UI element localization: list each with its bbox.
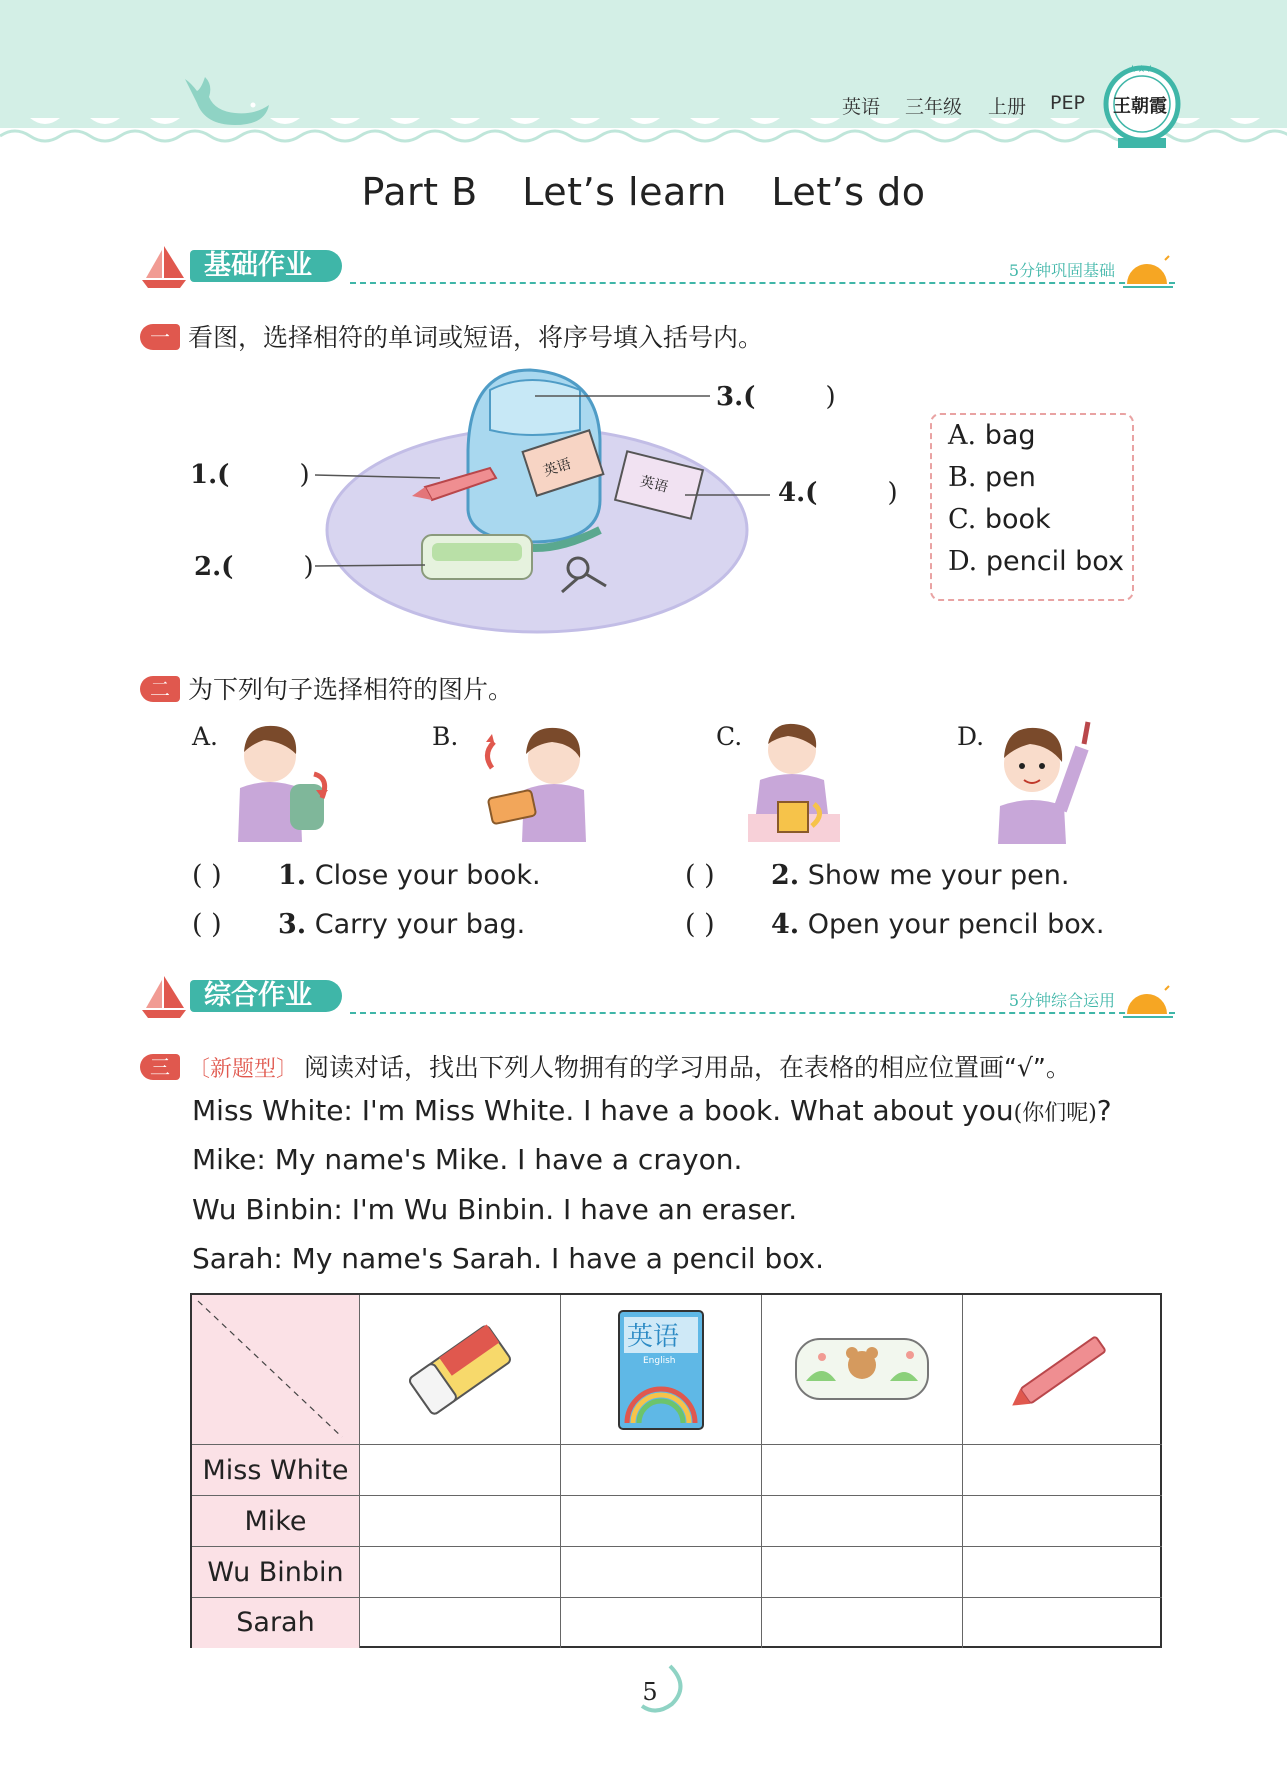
q2-picture-c-close-book[interactable] — [744, 718, 844, 844]
answer-cell-mike-book[interactable] — [561, 1496, 762, 1547]
section-basic-divider — [350, 282, 1175, 284]
title-learn: Let’s learn — [522, 170, 727, 214]
q1-blank-4[interactable] — [778, 478, 898, 508]
q1-blank-2-label: 2.( — [194, 552, 234, 582]
section-comprehensive-label: 综合作业 — [190, 980, 342, 1012]
q1-option-c — [932, 499, 1132, 541]
dialogue-line-wu-binbin: Wu Binbin: I'm Wu Binbin. I have an eraser. — [192, 1193, 798, 1226]
q3-number-badge: 三 — [140, 1054, 180, 1080]
q1-option-d — [932, 541, 1132, 583]
q1-number-badge: 一 — [140, 324, 180, 350]
sailboat-icon — [140, 244, 188, 290]
answer-cell-mike-eraser[interactable] — [360, 1496, 561, 1547]
book-cover-title: 英语 — [627, 1322, 680, 1352]
q2-sentence-2-answer-blank[interactable]: ( ) — [685, 860, 715, 891]
q1-option-a — [932, 415, 1132, 457]
q1-blank-3[interactable] — [716, 382, 836, 412]
q1-option-b-letter: B. — [948, 462, 977, 493]
answer-cell-miss-white-eraser[interactable] — [360, 1445, 561, 1496]
q2-picture-c-label: C. — [716, 722, 743, 751]
q1-blank-1[interactable] — [190, 460, 310, 490]
table-header-pencil-box — [762, 1295, 963, 1445]
q3-new-type-tag: 〔新题型〕 — [188, 1057, 299, 1082]
dialogue-line-miss-white — [192, 1094, 1112, 1127]
q1-option-b-text: pen — [985, 462, 1036, 493]
q1-heading — [140, 318, 763, 354]
q1-options-box — [930, 413, 1134, 601]
answer-cell-miss-white-crayon[interactable] — [963, 1445, 1162, 1496]
q2-sentence-3 — [192, 909, 525, 940]
q2-sentence-3-text: Carry your bag. — [314, 909, 526, 940]
crayon-icon — [963, 1295, 1162, 1445]
q2-sentence-4-text: Open your pencil box. — [807, 909, 1105, 940]
table-row-label-miss-white: Miss White — [192, 1445, 360, 1496]
whale-icon — [175, 75, 275, 135]
q1-blank-4-label: 4.( — [778, 478, 818, 508]
q2-picture-d-show-pen[interactable] — [984, 714, 1104, 844]
q1-instruction: 看图，选择相符的单词或短语，将序号填入括号内。 — [188, 323, 764, 352]
svg-text:★★★: ★★★ — [1128, 64, 1155, 75]
q1-option-a-text: bag — [984, 420, 1036, 451]
q2-picture-a-label: A. — [192, 722, 219, 751]
answer-cell-wu-binbin-crayon[interactable] — [963, 1547, 1162, 1598]
brand-logo — [1100, 60, 1184, 152]
answer-cell-mike-crayon[interactable] — [963, 1496, 1162, 1547]
q2-sentence-2 — [685, 860, 1069, 891]
q3-heading — [140, 1048, 1071, 1084]
q2-sentence-4 — [685, 909, 1104, 940]
q1-blank-2[interactable] — [194, 552, 314, 582]
q2-sentence-1-number: 1. — [278, 860, 307, 891]
q2-heading — [140, 670, 513, 706]
header-subject: 英语 — [842, 96, 881, 118]
q1-option-a-letter: A. — [948, 420, 977, 451]
q2-instruction: 为下列句子选择相符的图片。 — [188, 675, 514, 704]
svg-text:英语: 英语 — [541, 456, 574, 480]
page-title — [0, 170, 1287, 214]
section-basic-label: 基础作业 — [190, 250, 342, 282]
q2-sentence-4-number: 4. — [771, 909, 800, 940]
q2-sentence-1-answer-blank[interactable]: ( ) — [192, 860, 222, 891]
q1-blank-2-close: ) — [303, 552, 314, 582]
section-comprehensive-divider — [350, 1012, 1175, 1014]
header-volume: 上册 — [988, 96, 1027, 118]
answer-cell-wu-binbin-pencil-box[interactable] — [762, 1547, 963, 1598]
dialogue-line-sarah: Sarah: My name's Sarah. I have a pencil box. — [192, 1242, 824, 1275]
q1-option-d-letter: D. — [948, 546, 978, 577]
q2-picture-d-label: D. — [957, 722, 985, 751]
sunset-icon — [1121, 982, 1175, 1022]
q1-blank-4-close: ) — [887, 478, 898, 508]
title-do: Let’s do — [771, 170, 926, 214]
section-comprehensive-banner — [140, 974, 1175, 1022]
q1-blank-3-label: 3.( — [716, 382, 756, 412]
answer-cell-sarah-book[interactable] — [561, 1598, 762, 1648]
book-cover-subtitle: English — [643, 1356, 676, 1366]
q3-instruction: 阅读对话，找出下列人物拥有的学习用品，在表格的相应位置画“√”。 — [304, 1053, 1071, 1082]
q2-sentence-4-answer-blank[interactable]: ( ) — [685, 909, 715, 940]
title-part: Part B — [361, 170, 478, 214]
table-header-crayon — [963, 1295, 1162, 1445]
q1-blank-1-close: ) — [299, 460, 310, 490]
english-book-icon — [561, 1295, 762, 1445]
q1-option-c-text: book — [984, 504, 1051, 535]
q2-sentence-3-number: 3. — [278, 909, 307, 940]
answer-cell-wu-binbin-eraser[interactable] — [360, 1547, 561, 1598]
q1-blank-3-close: ) — [825, 382, 836, 412]
table-row-label-wu-binbin: Wu Binbin — [192, 1547, 360, 1598]
answer-cell-miss-white-book[interactable] — [561, 1445, 762, 1496]
schoolbag-scene-illustration — [300, 360, 770, 640]
answer-cell-mike-pencil-box[interactable] — [762, 1496, 963, 1547]
q2-sentence-2-text: Show me your pen. — [807, 860, 1070, 891]
pencil-box-icon — [762, 1295, 963, 1445]
section-basic-hint: 5分钟巩固基础 — [1008, 261, 1115, 280]
q1-option-c-letter: C. — [948, 504, 977, 535]
table-row-label-sarah: Sarah — [192, 1598, 360, 1648]
sailboat-icon — [140, 974, 188, 1020]
svg-text:英语: 英语 — [638, 473, 670, 496]
sunset-icon — [1121, 252, 1175, 292]
page-number: 5 — [642, 1678, 658, 1706]
answer-cell-sarah-crayon[interactable] — [963, 1598, 1162, 1648]
table-header-book — [561, 1295, 762, 1445]
answer-cell-wu-binbin-book[interactable] — [561, 1547, 762, 1598]
q2-sentence-3-answer-blank[interactable]: ( ) — [192, 909, 222, 940]
header-grade: 三年级 — [905, 96, 963, 118]
page-header — [0, 0, 1287, 155]
q1-option-b — [932, 457, 1132, 499]
dialogue-line-mike: Mike: My name's Mike. I have a crayon. — [192, 1143, 743, 1176]
table-row-label-mike: Mike — [192, 1496, 360, 1547]
supplies-table — [190, 1293, 1162, 1648]
q1-blank-1-label: 1.( — [190, 460, 230, 490]
logo-text: 王朝霞 — [1113, 96, 1167, 117]
table-header-eraser — [360, 1295, 561, 1445]
section-comprehensive-hint: 5分钟综合运用 — [1008, 991, 1115, 1010]
q2-picture-b-label: B. — [432, 722, 459, 751]
answer-cell-miss-white-pencil-box[interactable] — [762, 1445, 963, 1496]
dialogue-line-miss-white-end: ? — [1096, 1094, 1112, 1127]
table-diagonal-line — [192, 1295, 360, 1445]
q2-number-badge: 二 — [140, 676, 180, 702]
q2-sentence-1 — [192, 860, 541, 891]
header-edition: PEP — [1050, 92, 1085, 114]
q2-sentence-2-number: 2. — [771, 860, 800, 891]
q2-picture-a-carry-bag[interactable] — [222, 718, 342, 844]
q1-option-d-text: pencil box — [985, 546, 1124, 577]
q2-picture-b-open-pencil-box[interactable] — [468, 718, 600, 844]
table-corner-cell — [192, 1295, 360, 1445]
dialogue-line-miss-white-note: (你们呢) — [1013, 1101, 1097, 1126]
section-basic-banner — [140, 244, 1175, 292]
q2-sentence-1-text: Close your book. — [314, 860, 541, 891]
answer-cell-sarah-pencil-box[interactable] — [762, 1598, 963, 1648]
eraser-icon — [360, 1295, 561, 1445]
answer-cell-sarah-eraser[interactable] — [360, 1598, 561, 1648]
dialogue-line-miss-white-text: Miss White: I'm Miss White. I have a book. What about you — [192, 1094, 1014, 1127]
